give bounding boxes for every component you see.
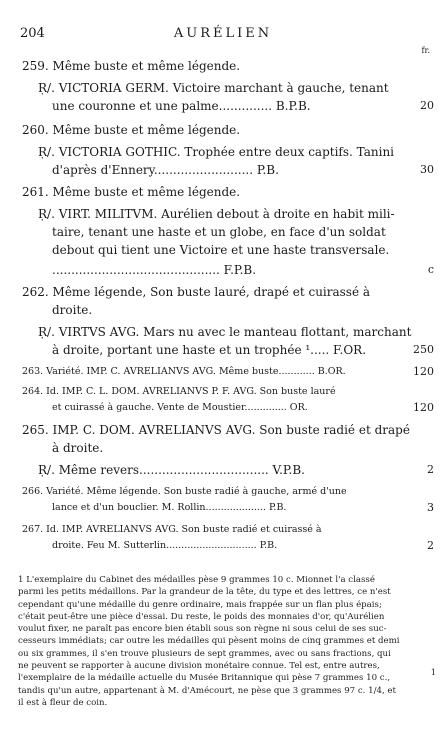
- entry-line: Ṛ/. VICTORIA GOTHIC. Trophée entre deux captifs. Tanini: [38, 145, 395, 159]
- entry-line: debout qui tient une Victoire et une haste transversale.: [52, 243, 390, 257]
- entry-value: 2: [427, 539, 434, 552]
- footnote-marker: 1: [430, 668, 436, 677]
- entry-value: 30: [420, 163, 434, 176]
- footnote-line: cependant qu'une médaille du genre ordinaire, mais frappée sur un flan plus épais;: [18, 599, 382, 610]
- entry-line: Ṛ/. Même revers.................................. V.P.B.: [38, 463, 305, 477]
- entry-line: Ṛ/. VIRTVS AVG. Mars nu avec le manteau flottant, marchant: [38, 325, 412, 339]
- entry-line: à droite.: [52, 441, 104, 455]
- entry-line: ............................................ F.P.B.: [52, 263, 257, 277]
- footnote-line: il est à fleur de coin.: [18, 697, 108, 708]
- entry-line: droite. Feu M. Sutterlin.............................. P.B.: [52, 540, 278, 551]
- entry-line: droite.: [52, 303, 93, 317]
- entry-value: 20: [420, 99, 434, 112]
- entry-line: Ṛ/. VIRT. MILITVM. Aurélien debout à droite en habit mili-: [38, 207, 395, 221]
- running-title: AURÉLIEN: [173, 26, 273, 41]
- entry-value: 2: [427, 463, 434, 476]
- entry-line: à droite, portant une haste et un trophée ¹..... F.OR.: [52, 343, 367, 357]
- footnote: [18, 574, 430, 709]
- entry-line: 264. Id. IMP. C. L. DOM. AVRELIANVS P. F. AVG. Son buste lauré: [22, 386, 336, 397]
- footnote-line: tandis qu'un autre, appartenant à M. d'Amécourt, ne pèse que 3 grammes 97 c. 1/4, et: [18, 685, 396, 696]
- entry-value: 120: [413, 401, 434, 414]
- page-number: 204: [20, 26, 45, 41]
- column-label: fr.: [421, 46, 430, 55]
- footnote-line: cesseurs immédiats; car outre les médailles qui pèsent moins de cinq grammes et demi: [18, 636, 400, 647]
- entry-line: 259. Même buste et même légende.: [22, 59, 241, 73]
- entry-line: une couronne et une palme.............. B.P.B.: [52, 99, 311, 113]
- entry-line: Ṛ/. VICTORIA GERM. Victoire marchant à gauche, tenant: [38, 81, 389, 95]
- entry-line: et cuirassé à gauche. Vente de Moustier.............. OR.: [52, 402, 308, 413]
- entry-line: 263. Variété. IMP. C. AVRELIANVS AVG. Même buste............ B.OR.: [22, 366, 346, 377]
- entry-value: c: [427, 263, 434, 276]
- footnote-line: ne peuvent se rapporter à aucune division monétaire connue. Tel est, entre autres,: [18, 661, 380, 672]
- entry-line: 265. IMP. C. DOM. AVRELIANVS AVG. Son buste radié et drapé: [22, 423, 410, 437]
- footnote-line: voulut fixer, ne paraît pas encore bien établi sous son règne ni sous celui de ses suc-: [18, 624, 387, 635]
- entry-value: 3: [427, 501, 434, 514]
- footnote-line: 1 L'exemplaire du Cabinet des médailles pèse 9 grammes 10 c. Mionnet l'a classé: [18, 575, 375, 585]
- entry-line: d'après d'Ennery.......................... P.B.: [52, 163, 279, 177]
- entry-value: 250: [413, 343, 434, 356]
- entry-line: 267. Id. IMP. AVRELIANVS AVG. Son buste radié et cuirassé à: [22, 524, 322, 535]
- footnote-line: c'était peut-être une pièce d'essai. Du reste, le poids des monnaies d'or, qu'Aurélien: [18, 611, 385, 622]
- entry-value: 120: [413, 365, 434, 378]
- entry-line: 260. Même buste et même légende.: [22, 123, 241, 137]
- entry-line: taire, tenant une haste et un globe, en face d'un soldat: [52, 225, 386, 239]
- footnote-line: l'exemplaire de la médaille actuelle du Musée Britannique qui pèse 7 grammes 10 c.,: [18, 673, 391, 684]
- footnote-line: parmi les petits médaillons. Par la grandeur de la tête, du type et des lettres, ce n'est: [18, 587, 391, 598]
- entry-line: lance et d'un bouclier. M. Rollin.................... P.B.: [52, 502, 287, 513]
- footnote-line: ou six grammes, il s'en trouve plusieurs de sept grammes, avec ou sans fractions, qui: [18, 648, 391, 659]
- entry-line: 261. Même buste et même légende.: [22, 185, 241, 199]
- entry-line: 266. Variété. Même légende. Son buste radié à gauche, armé d'une: [22, 486, 347, 497]
- entry-line: 262. Même légende, Son buste lauré, drapé et cuirassé à: [22, 285, 371, 299]
